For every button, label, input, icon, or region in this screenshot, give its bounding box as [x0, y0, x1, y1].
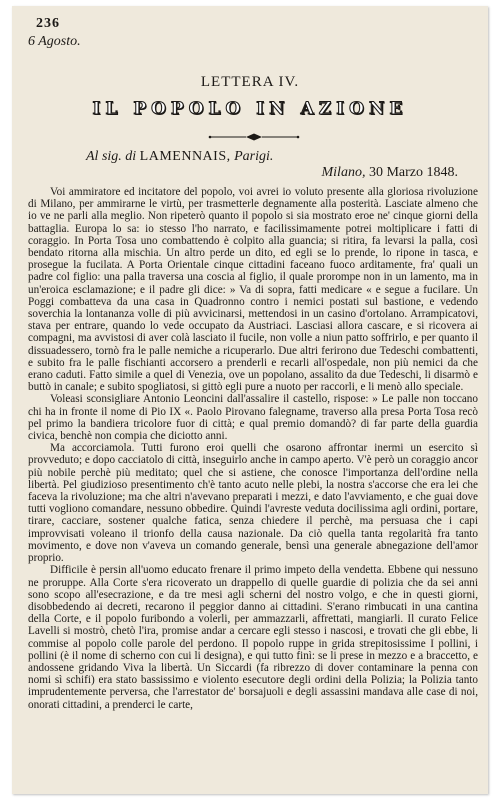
- book-page: [12, 6, 488, 794]
- paragraph: Difficile è persin all'uomo educato frenare il primo impeto della vendetta. Ebbene qui nessuno ne proruppe. Alla Corte s'era ricoverato un drappello di quelle guardie di polizia che da sei anni sono scopo all'esecrazione, e da tre mesi agli scherni del nostro volgo, e che in questi giorni, disobbedendo ai decreti, recarono il peggior danno ai cittadini. S'erano rimbucati in una cantina della Corte, e il popolo furibondo a volerli, per ammazzarli, affrettati, mangiarli. Il curato Felice Lavelli si mostrò, chetò l'ira, promise andar a cercare egli stesso i nascosi, e trovati che gli ebbe, li commise al popolo colle parole del perdono. Il popolo ruppe in grida strepitosissime I pollini, i pollini (è il nome di scherno con cui li designa), e qui tutto finì: se li prese in mezzo e a braccetto, e andossene gridando Viva la libertà. Un Siccardi (fa ribrezzo di dover contaminare la penna con nomi sì schifi) era stato bassissimo e violento esecutore degli ordini della Polizia; la Polizia tanto imprudentemente perversa, che l'arrestator de' borsajuoli e degli assassini mandava alle case di noi, onorati cittadini, a prenderci le carte,: [28, 564, 478, 711]
- dateline-place: Milano,: [321, 165, 366, 180]
- addressee-place: Parigi.: [234, 149, 274, 164]
- addressee: [86, 149, 273, 165]
- dateline-date: 30 Marzo 1848.: [368, 165, 458, 180]
- paragraph: Ma accorciamola. Tutti furono eroi quelli che osarono affrontar inermi un esercito sì provveduto; e dopo cacciatolo di città, inseguirlo anche in campo aperto. V'è però un coraggio ancor più nobile perchè più meditato; quel che si astiene, che conosce l'importanza dell'ordine nella libertà. Pel giudizioso presentimento ch'è tanto acuto nelle plebi, la nostra s'accorse che era lei che faceva la rivoluzione; ma che altri n'avevano preparati i mezzi, e dato l'avviamento, e che guai dove tutti vogliono comandare, nessuno obbedire. Quindi l'avreste veduta docilissima agli ordini, portare, tirare, cacciare, sostener qualche fatica, senza chiedere il perchè, ma persuasa che i capi improvvisati voleano il trionfo della causa nazionale. Da ciò quella tanta regolarità fra tanto movimento, e dove non v'aveva un comando generale, bensì una generale abnegazione dell'amor proprio.: [28, 442, 478, 565]
- display-title: IL POPOLO IN AZIONE: [92, 99, 408, 119]
- ornamental-rule-icon: [208, 132, 300, 142]
- addressee-name: LAMENNAIS,: [139, 149, 231, 164]
- paragraph: Voleasi sconsigliare Antonio Leoncini dall'assalire il castello, rispose: » Le palle non toccano chi ha in fronte il nome di Pio IX «. Paolo Pirovano falegname, traverso alla presa Porta Tosa recò pel primo la bandiera tricolore fuor di città; e qual premio domandò? di far parte della guardia civica, benchè non compia che diciotto anni.: [28, 393, 478, 443]
- page-number: 236: [36, 16, 60, 31]
- running-head: 6 Agosto.: [28, 34, 81, 49]
- letter-number: LETTERA IV.: [200, 74, 300, 90]
- letter-body: [28, 186, 478, 711]
- dateline: [322, 165, 459, 181]
- paragraph: Voi ammiratore ed incitatore del popolo, voi avrei io voluto presente alla gloriosa rivoluzione di Milano, per ammirarne le virtù, per trasmetterle degnamente alla posterità. Lasciate almeno che io ve ne parli alla meglio. Non ripeterò quanto il popolo si sia mostrato eroe ne' cinque giorni della battaglia. Europa lo sa: io stesso l'ho narrato, e facilissimamente potrei moltiplicare i fatti di coraggio. In Porta Tosa uno combattendo è colpito alla guancia; si ritira, fa levarsi la palla, così bendato ritorna alla mischia. Un altro perde un dito, ed egli se lo prende, lo ripone in tasca, e prosegue la fucilata. A Porta Orientale cinque cittadini faceano fuoco arditamente, fra' quali un padre col figlio: una palla traversa una coscia al figlio, il quale prorompe non in un lamento, ma in un'eroica esclamazione; e il padre gli dice: » Va di sopra, fatti medicare « e segue a fucilare. Un Poggi combatteva da una casa in Quadronno contro i nemici postati sul bastione, e vedendo soverchia la lontananza volle di più avvicinarsi, mettendosi in un casino d'ortolano. Arrampicatovi, stava per entrare, quando lo vede occupato da Austriaci. Lasciasi allora cascare, e si ricovera ai compagni, ma avvistosi di aver colà lasciato il fucile, non volle a niun patto soffrirlo, e per quanto il dissuadessero, tornò fra le palle nemiche a ricuperarlo. Due altri ferirono due Tedeschi combattenti, e subito fra le palle fischianti accorsero a prenderli e recarli all'ospedale, non più nemici da che erano caduti. Fatto simile a quel di Venezia, ove un popolano, assalito da due Tedeschi, li disarmò e buttò in canale; e subito spogliatosi, si gittò egli pure a nuoto per raccorli, e li menò allo speciale.: [28, 186, 478, 394]
- addressee-prefix: Al sig. di: [86, 149, 137, 164]
